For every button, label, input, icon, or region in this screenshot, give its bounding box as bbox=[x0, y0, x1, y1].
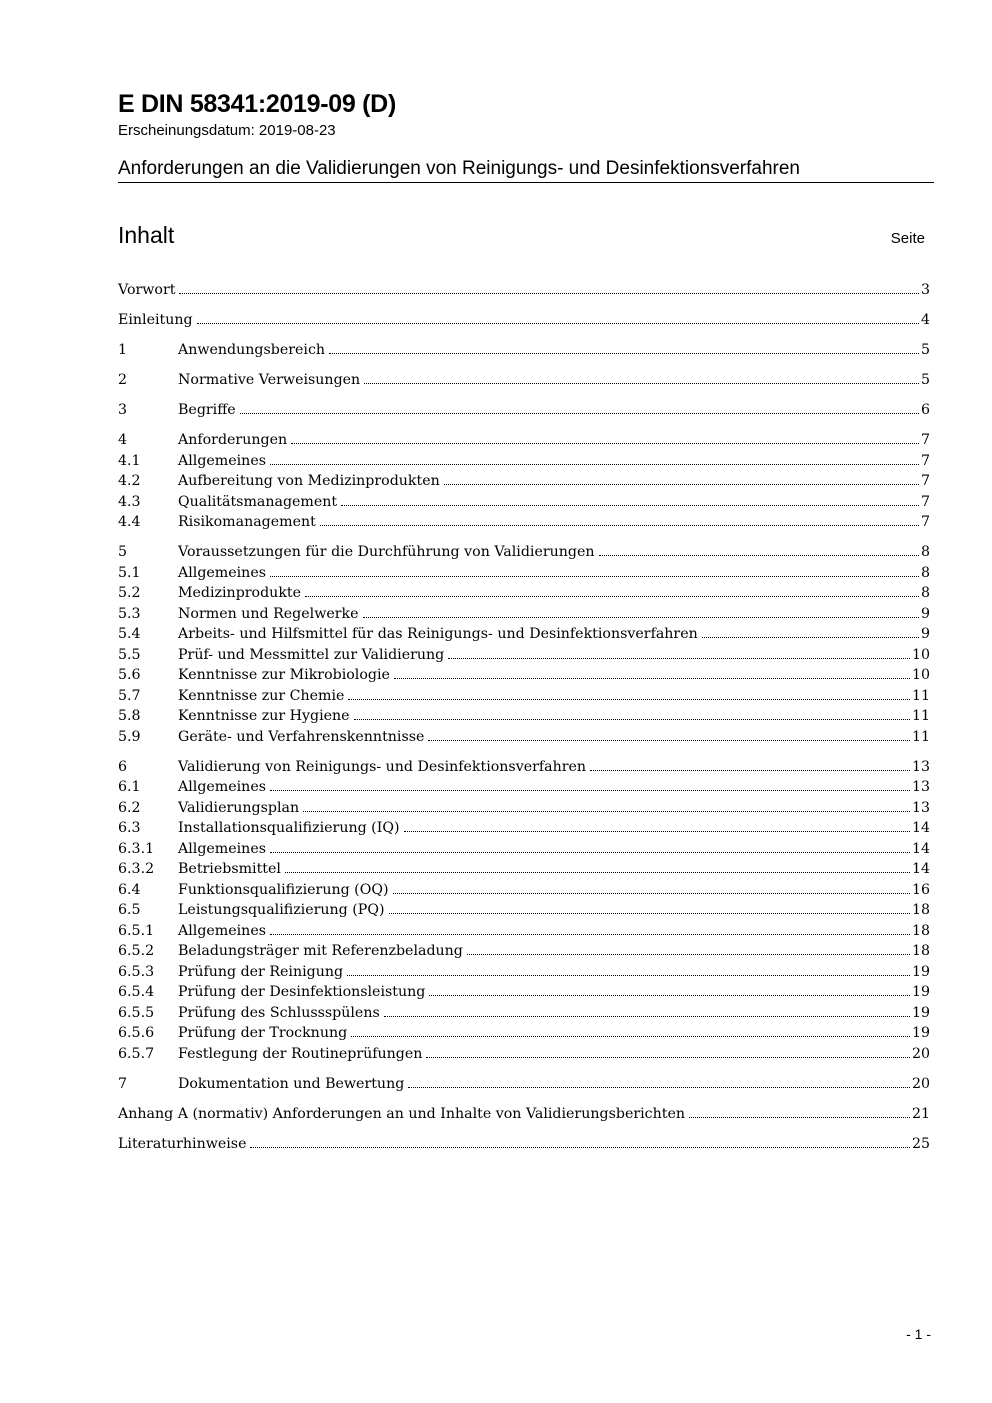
toc-entry-number: 6.5 bbox=[118, 902, 141, 918]
toc-dot-leader bbox=[689, 1117, 910, 1118]
toc-entry[interactable] bbox=[118, 430, 930, 451]
toc-entry-number: 6.5.7 bbox=[118, 1045, 155, 1062]
toc-entry-number: 5 bbox=[118, 544, 128, 560]
toc-entry-page: 8 bbox=[920, 564, 930, 581]
toc-entry-title: Validierungsplan bbox=[178, 799, 300, 816]
toc-entry[interactable] bbox=[118, 645, 930, 666]
document-title: Anforderungen an die Validierungen von Reinigungs- und Desinfektionsverfahren bbox=[118, 158, 934, 183]
toc-entry-number: 3 bbox=[118, 402, 128, 418]
toc-entry-title: Arbeits- und Hilfsmittel für das Reinigungs- und Desinfektionsverfahren bbox=[178, 626, 698, 642]
toc-entry-title: Aufbereitung von Medizinprodukten bbox=[178, 473, 440, 489]
toc-entry-title: Betriebsmittel bbox=[178, 861, 281, 877]
toc-entry-number: 4.2 bbox=[118, 473, 141, 489]
toc-entry-title: Allgemeines bbox=[178, 922, 266, 939]
toc-entry-number: 6 bbox=[118, 758, 128, 775]
toc-dot-leader bbox=[426, 1057, 910, 1058]
toc-entry-title: Risikomanagement bbox=[178, 514, 316, 530]
toc-entry-number: 5.2 bbox=[118, 585, 141, 601]
toc-entry[interactable] bbox=[118, 563, 930, 584]
toc-entry[interactable] bbox=[118, 727, 930, 748]
toc-entry[interactable] bbox=[118, 686, 930, 707]
toc-dot-leader bbox=[341, 505, 919, 506]
toc-dot-leader bbox=[384, 1016, 910, 1017]
toc-entry[interactable] bbox=[118, 777, 930, 798]
toc-entry-page: 25 bbox=[911, 1135, 930, 1152]
toc-entry[interactable] bbox=[118, 962, 930, 983]
toc-entry[interactable] bbox=[118, 1044, 930, 1065]
toc-entry-page: 14 bbox=[911, 861, 930, 877]
toc-entry[interactable] bbox=[118, 370, 930, 391]
toc-entry-page: 19 bbox=[911, 1004, 930, 1021]
toc-entry-title: Beladungsträger mit Referenzbeladung bbox=[178, 943, 463, 959]
toc-entry-number: 5.3 bbox=[118, 605, 141, 622]
toc-entry-number: 6.2 bbox=[118, 799, 141, 816]
toc-dot-leader bbox=[179, 293, 919, 294]
toc-entry-page: 11 bbox=[911, 728, 930, 745]
toc-entry-number: 2 bbox=[118, 372, 128, 388]
toc-entry-number: 5.5 bbox=[118, 646, 141, 663]
toc-entry-page: 19 bbox=[911, 1025, 930, 1041]
toc-entry-number: 4.1 bbox=[118, 452, 141, 469]
toc-entry[interactable] bbox=[118, 310, 930, 331]
toc-dot-leader bbox=[429, 995, 910, 996]
toc-entry-title: Qualitätsmanagement bbox=[178, 493, 338, 510]
toc-entry-page: 7 bbox=[920, 514, 930, 530]
toc-dot-leader bbox=[285, 872, 910, 873]
toc-entry-page: 13 bbox=[911, 779, 930, 795]
toc-entry-title: Allgemeines bbox=[178, 564, 266, 581]
toc-entry[interactable] bbox=[118, 280, 930, 301]
toc-entry-page: 13 bbox=[911, 799, 930, 816]
toc-entry[interactable] bbox=[118, 880, 930, 901]
toc-entry-title: Allgemeines bbox=[178, 840, 266, 857]
toc-entry[interactable] bbox=[118, 706, 930, 727]
toc-entry-number: 5.7 bbox=[118, 687, 141, 704]
toc-entry[interactable] bbox=[118, 1003, 930, 1024]
toc-dot-leader bbox=[351, 1036, 910, 1037]
toc-entry-title: Dokumentation und Bewertung bbox=[178, 1075, 405, 1092]
toc-entry-page: 8 bbox=[920, 544, 930, 560]
toc-entry-number: 5.9 bbox=[118, 728, 141, 745]
toc-dot-leader bbox=[354, 719, 910, 720]
toc-dot-leader bbox=[389, 913, 910, 914]
toc-entry-title: Validierung von Reinigungs- und Desinfektionsverfahren bbox=[178, 758, 587, 775]
toc-entry-title: Allgemeines bbox=[178, 779, 266, 795]
toc-dot-leader bbox=[305, 596, 919, 597]
toc-entry-title: Literaturhinweise bbox=[118, 1135, 247, 1152]
toc-entry-number: 6.5.5 bbox=[118, 1004, 155, 1021]
toc-entry-title: Voraussetzungen für die Durchführung von Validierungen bbox=[178, 544, 595, 560]
toc-entry-number: 6.4 bbox=[118, 881, 141, 898]
toc-entry-page: 21 bbox=[911, 1105, 930, 1122]
toc-entry-number: 6.5.1 bbox=[118, 922, 155, 939]
toc-entry-page: 4 bbox=[920, 312, 930, 328]
table-of-contents bbox=[118, 280, 930, 1154]
toc-entry[interactable] bbox=[118, 941, 930, 962]
toc-entry-title: Festlegung der Routineprüfungen bbox=[178, 1045, 423, 1062]
toc-entry-page: 7 bbox=[920, 452, 930, 469]
toc-entry[interactable] bbox=[118, 900, 930, 921]
toc-entry-number: 5.4 bbox=[118, 626, 141, 642]
toc-entry-title: Allgemeines bbox=[178, 452, 266, 469]
toc-entry-title: Kenntnisse zur Mikrobiologie bbox=[178, 667, 390, 683]
toc-dot-leader bbox=[590, 770, 910, 771]
toc-dot-leader bbox=[270, 852, 910, 853]
toc-entry[interactable] bbox=[118, 1023, 930, 1044]
toc-dot-leader bbox=[348, 699, 910, 700]
toc-entry-title: Kenntnisse zur Chemie bbox=[178, 687, 345, 704]
toc-entry-page: 18 bbox=[911, 902, 930, 918]
toc-entry-page: 18 bbox=[911, 922, 930, 939]
toc-entry[interactable] bbox=[118, 921, 930, 942]
toc-dot-leader bbox=[448, 658, 910, 659]
toc-entry-number: 5.8 bbox=[118, 708, 141, 724]
toc-dot-leader bbox=[408, 1087, 910, 1088]
toc-entry-page: 7 bbox=[920, 473, 930, 489]
toc-heading: Inhalt bbox=[118, 222, 175, 248]
toc-entry-number: 6.3.1 bbox=[118, 840, 155, 857]
toc-entry-page: 7 bbox=[920, 493, 930, 510]
toc-entry[interactable] bbox=[118, 512, 930, 533]
toc-entry[interactable] bbox=[118, 665, 930, 686]
toc-entry-page: 9 bbox=[920, 626, 930, 642]
toc-dot-leader bbox=[404, 831, 910, 832]
toc-entry-page: 8 bbox=[920, 585, 930, 601]
toc-entry-title: Geräte- und Verfahrenskenntnisse bbox=[178, 728, 425, 745]
toc-entry-title: Prüf- und Messmittel zur Validierung bbox=[178, 646, 445, 663]
toc-dot-leader bbox=[270, 934, 910, 935]
toc-entry[interactable] bbox=[118, 400, 930, 421]
toc-dot-leader bbox=[444, 484, 919, 485]
toc-entry-number: 6.5.3 bbox=[118, 963, 155, 980]
toc-entry-title: Einleitung bbox=[118, 312, 193, 328]
toc-entry-page: 3 bbox=[920, 282, 930, 298]
toc-entry[interactable] bbox=[118, 604, 930, 625]
toc-entry-title: Prüfung des Schlussspülens bbox=[178, 1004, 380, 1021]
toc-dot-leader bbox=[393, 893, 910, 894]
toc-dot-leader bbox=[270, 576, 919, 577]
toc-dot-leader bbox=[250, 1147, 909, 1148]
toc-dot-leader bbox=[363, 617, 919, 618]
toc-entry-page: 20 bbox=[911, 1045, 930, 1062]
toc-entry[interactable] bbox=[118, 818, 930, 839]
toc-entry-title: Anforderungen bbox=[178, 432, 288, 448]
toc-entry-title: Anwendungsbereich bbox=[178, 342, 326, 358]
page-column-label: Seite bbox=[890, 230, 925, 247]
toc-entry-number: 6.3.2 bbox=[118, 861, 155, 877]
toc-dot-leader bbox=[347, 975, 910, 976]
toc-entry-title: Normen und Regelwerke bbox=[178, 605, 359, 622]
toc-entry[interactable] bbox=[118, 624, 930, 645]
toc-dot-leader bbox=[197, 323, 919, 324]
toc-entry[interactable] bbox=[118, 1074, 930, 1095]
toc-entry-page: 6 bbox=[920, 402, 930, 418]
toc-entry-page: 7 bbox=[920, 432, 930, 448]
toc-entry-title: Prüfung der Trocknung bbox=[178, 1025, 348, 1041]
toc-entry-title: Funktionsqualifizierung (OQ) bbox=[178, 881, 389, 898]
toc-entry-title: Prüfung der Desinfektionsleistung bbox=[178, 984, 426, 1000]
toc-entry[interactable] bbox=[118, 859, 930, 880]
toc-entry-page: 10 bbox=[911, 646, 930, 663]
toc-entry-page: 14 bbox=[911, 840, 930, 857]
toc-dot-leader bbox=[270, 464, 919, 465]
toc-entry-number: 6.5.6 bbox=[118, 1025, 155, 1041]
toc-entry-title: Installationsqualifizierung (IQ) bbox=[178, 820, 400, 836]
toc-entry-title: Prüfung der Reinigung bbox=[178, 963, 344, 980]
toc-dot-leader bbox=[467, 954, 910, 955]
toc-dot-leader bbox=[394, 678, 910, 679]
toc-dot-leader bbox=[291, 443, 919, 444]
toc-entry[interactable] bbox=[118, 1104, 930, 1125]
toc-entry-number: 4.4 bbox=[118, 514, 141, 530]
toc-entry-page: 11 bbox=[911, 687, 930, 704]
toc-dot-leader bbox=[428, 740, 910, 741]
toc-entry-number: 6.5.4 bbox=[118, 984, 155, 1000]
toc-entry-title: Leistungsqualifizierung (PQ) bbox=[178, 902, 385, 918]
toc-entry-number: 6.3 bbox=[118, 820, 141, 836]
toc-entry-title: Vorwort bbox=[118, 282, 176, 298]
page-number: - 1 - bbox=[906, 1326, 931, 1342]
toc-entry-page: 11 bbox=[911, 708, 930, 724]
toc-entry-number: 4 bbox=[118, 432, 128, 448]
toc-entry-title: Medizinprodukte bbox=[178, 585, 302, 601]
toc-entry-page: 19 bbox=[911, 963, 930, 980]
toc-dot-leader bbox=[599, 555, 919, 556]
toc-entry-page: 18 bbox=[911, 943, 930, 959]
toc-entry[interactable] bbox=[118, 798, 930, 819]
toc-entry-number: 4.3 bbox=[118, 493, 141, 510]
toc-entry-title: Kenntnisse zur Hygiene bbox=[178, 708, 350, 724]
toc-entry[interactable] bbox=[118, 340, 930, 361]
toc-dot-leader bbox=[364, 383, 919, 384]
toc-entry-page: 9 bbox=[920, 605, 930, 622]
toc-entry-title: Normative Verweisungen bbox=[178, 372, 361, 388]
document-id: E DIN 58341:2019-09 (D) bbox=[118, 90, 396, 118]
toc-entry-page: 20 bbox=[911, 1075, 930, 1092]
toc-entry-number: 5.6 bbox=[118, 667, 141, 683]
toc-entry-number: 6.1 bbox=[118, 779, 141, 795]
toc-entry[interactable] bbox=[118, 492, 930, 513]
toc-dot-leader bbox=[270, 790, 910, 791]
publication-date: Erscheinungsdatum: 2019-08-23 bbox=[118, 122, 336, 139]
toc-dot-leader bbox=[240, 413, 919, 414]
toc-entry-number: 5.1 bbox=[118, 564, 141, 581]
toc-entry[interactable] bbox=[118, 839, 930, 860]
toc-entry-number: 1 bbox=[118, 342, 128, 358]
toc-dot-leader bbox=[303, 811, 910, 812]
toc-entry-page: 5 bbox=[920, 372, 930, 388]
toc-entry-page: 19 bbox=[911, 984, 930, 1000]
toc-dot-leader bbox=[329, 353, 919, 354]
toc-entry-page: 13 bbox=[911, 758, 930, 775]
toc-entry[interactable] bbox=[118, 583, 930, 604]
toc-entry-number: 6.5.2 bbox=[118, 943, 155, 959]
toc-entry-number: 7 bbox=[118, 1075, 128, 1092]
toc-entry[interactable] bbox=[118, 1134, 930, 1155]
toc-entry-page: 16 bbox=[911, 881, 930, 898]
toc-entry[interactable] bbox=[118, 982, 930, 1003]
toc-dot-leader bbox=[320, 525, 919, 526]
toc-entry-title: Anhang A (normativ) Anforderungen an und Inhalte von Validierungsberichten bbox=[118, 1105, 685, 1122]
toc-entry-page: 5 bbox=[920, 342, 930, 358]
toc-entry-title: Begriffe bbox=[178, 402, 236, 418]
toc-entry[interactable] bbox=[118, 451, 930, 472]
toc-entry-page: 10 bbox=[911, 667, 930, 683]
toc-entry[interactable] bbox=[118, 471, 930, 492]
toc-entry[interactable] bbox=[118, 757, 930, 778]
toc-entry[interactable] bbox=[118, 542, 930, 563]
toc-dot-leader bbox=[702, 637, 919, 638]
toc-entry-page: 14 bbox=[911, 820, 930, 836]
